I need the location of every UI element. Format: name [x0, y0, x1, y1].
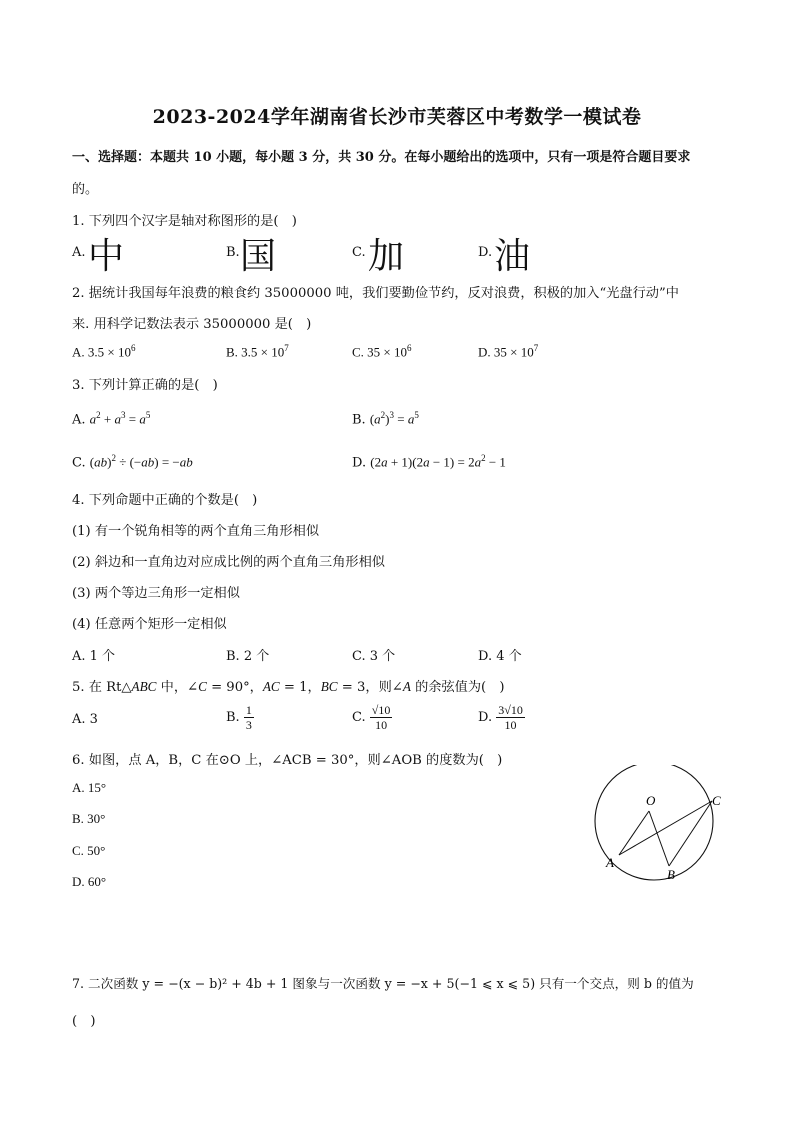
question-6-stem: 6. 如图，点 A，B，C 在⊙O 上，∠ACB = 30°，则∠AOB 的度数为( ) — [72, 753, 503, 768]
q5-option-c: C. $\frac{√10}{10}$ — [352, 703, 391, 732]
q1-option-a-label: A. — [72, 245, 86, 260]
q3-option-a: A. $a^2 + a^3 = a^5$ — [72, 410, 151, 428]
section-instructions-line1: 一、选择题：本题共 10 小题，每小题 3 分，共 30 分。在每小题给出的选项中，只有一项是符合题目要求 — [72, 150, 691, 165]
question-7-stem-line1: 7. 二次函数 y = −(x − b)² + 4b + 1 图象与一次函数 y = −x + 5(−1 ⩽ x ⩽ 5) 只有一个交点，则 b 的值为 — [72, 976, 694, 991]
q2-option-b: B. $3.5 \times 10^7$ — [226, 343, 289, 360]
q1-option-d-char: 油 — [494, 236, 531, 277]
q3-option-d: D. $(2a + 1)(2a - 1) = 2a^2 - 1$ — [352, 453, 506, 471]
q6-option-c: C. 50° — [72, 843, 106, 858]
question-4-stem: 4. 下列命题中正确的个数是( ) — [72, 493, 258, 508]
q1-option-b-label: B. — [226, 245, 240, 260]
segment-cb — [669, 801, 712, 866]
label-o: O — [646, 793, 656, 808]
segment-oa — [619, 811, 649, 855]
q4-item-2: (2) 斜边和一直角边对应成比例的两个直角三角形相似 — [72, 555, 385, 570]
q5-option-b: B. $\frac{1}{3}$ — [226, 703, 252, 732]
circle-figure — [588, 765, 728, 890]
q2-option-d: D. $35 \times 10^7$ — [478, 343, 539, 360]
q3-option-b: B. $(a^2)^3 = a^5$ — [352, 410, 419, 428]
segment-ob — [649, 811, 669, 866]
question-2-stem-line1: 2. 据统计我国每年浪费的粮食约 35000000 吨，我们要勤俭节约，反对浪费，积极的加入“光盘行动”中 — [72, 286, 679, 301]
question-2-stem-line2: 来. 用科学记数法表示 35000000 是( ) — [72, 317, 312, 332]
q6-option-d: D. 60° — [72, 874, 107, 889]
q1-option-a-char: 中 — [88, 236, 125, 277]
segment-ca — [619, 801, 712, 855]
question-1-stem: 1. 下列四个汉字是轴对称图形的是( ) — [72, 214, 297, 229]
q4-item-3: (3) 两个等边三角形一定相似 — [72, 586, 240, 601]
q4-option-c: C. 3 个 — [352, 649, 396, 664]
q4-item-1: (1) 有一个锐角相等的两个直角三角形相似 — [72, 524, 320, 539]
q4-option-b: B. 2 个 — [226, 649, 270, 664]
label-b: B — [667, 867, 675, 882]
q4-item-4: (4) 任意两个矩形一定相似 — [72, 617, 227, 632]
q1-option-b-char: 国 — [240, 236, 277, 277]
q1-option-c-char: 加 — [368, 236, 405, 277]
label-a: A — [606, 855, 614, 870]
question-7-stem-line2: ( ) — [72, 1014, 96, 1029]
q4-option-a: A. 1 个 — [72, 649, 116, 664]
q5-option-d: D. $\frac{3√10}{10}$ — [478, 703, 523, 732]
q2-option-c: C. $35 \times 10^6$ — [352, 343, 412, 360]
q6-option-a: A. 15° — [72, 780, 107, 795]
page-title: 2023-2024学年湖南省长沙市芙蓉区中考数学一模试卷 — [152, 106, 642, 128]
question-5-stem: 5. 在 Rt△ABC 中，∠C = 90°，AC = 1，BC = 3，则∠A 的余弦值为( ) — [72, 679, 505, 695]
q5-option-a: A. 3 — [72, 712, 98, 727]
section-instructions-line2: 的。 — [72, 182, 99, 197]
question-3-stem: 3. 下列计算正确的是( ) — [72, 378, 218, 393]
q3-option-c: C. (ab)$^2$ ÷ (−ab) = −ab — [72, 453, 193, 471]
q1-option-c-label: C. — [352, 245, 366, 260]
q6-option-b: B. 30° — [72, 811, 106, 826]
q1-option-d-label: D. — [478, 245, 493, 260]
label-c: C — [712, 793, 721, 808]
q4-option-d: D. 4 个 — [478, 649, 522, 664]
q2-option-a: A. $3.5 \times 10^6$ — [72, 343, 136, 360]
